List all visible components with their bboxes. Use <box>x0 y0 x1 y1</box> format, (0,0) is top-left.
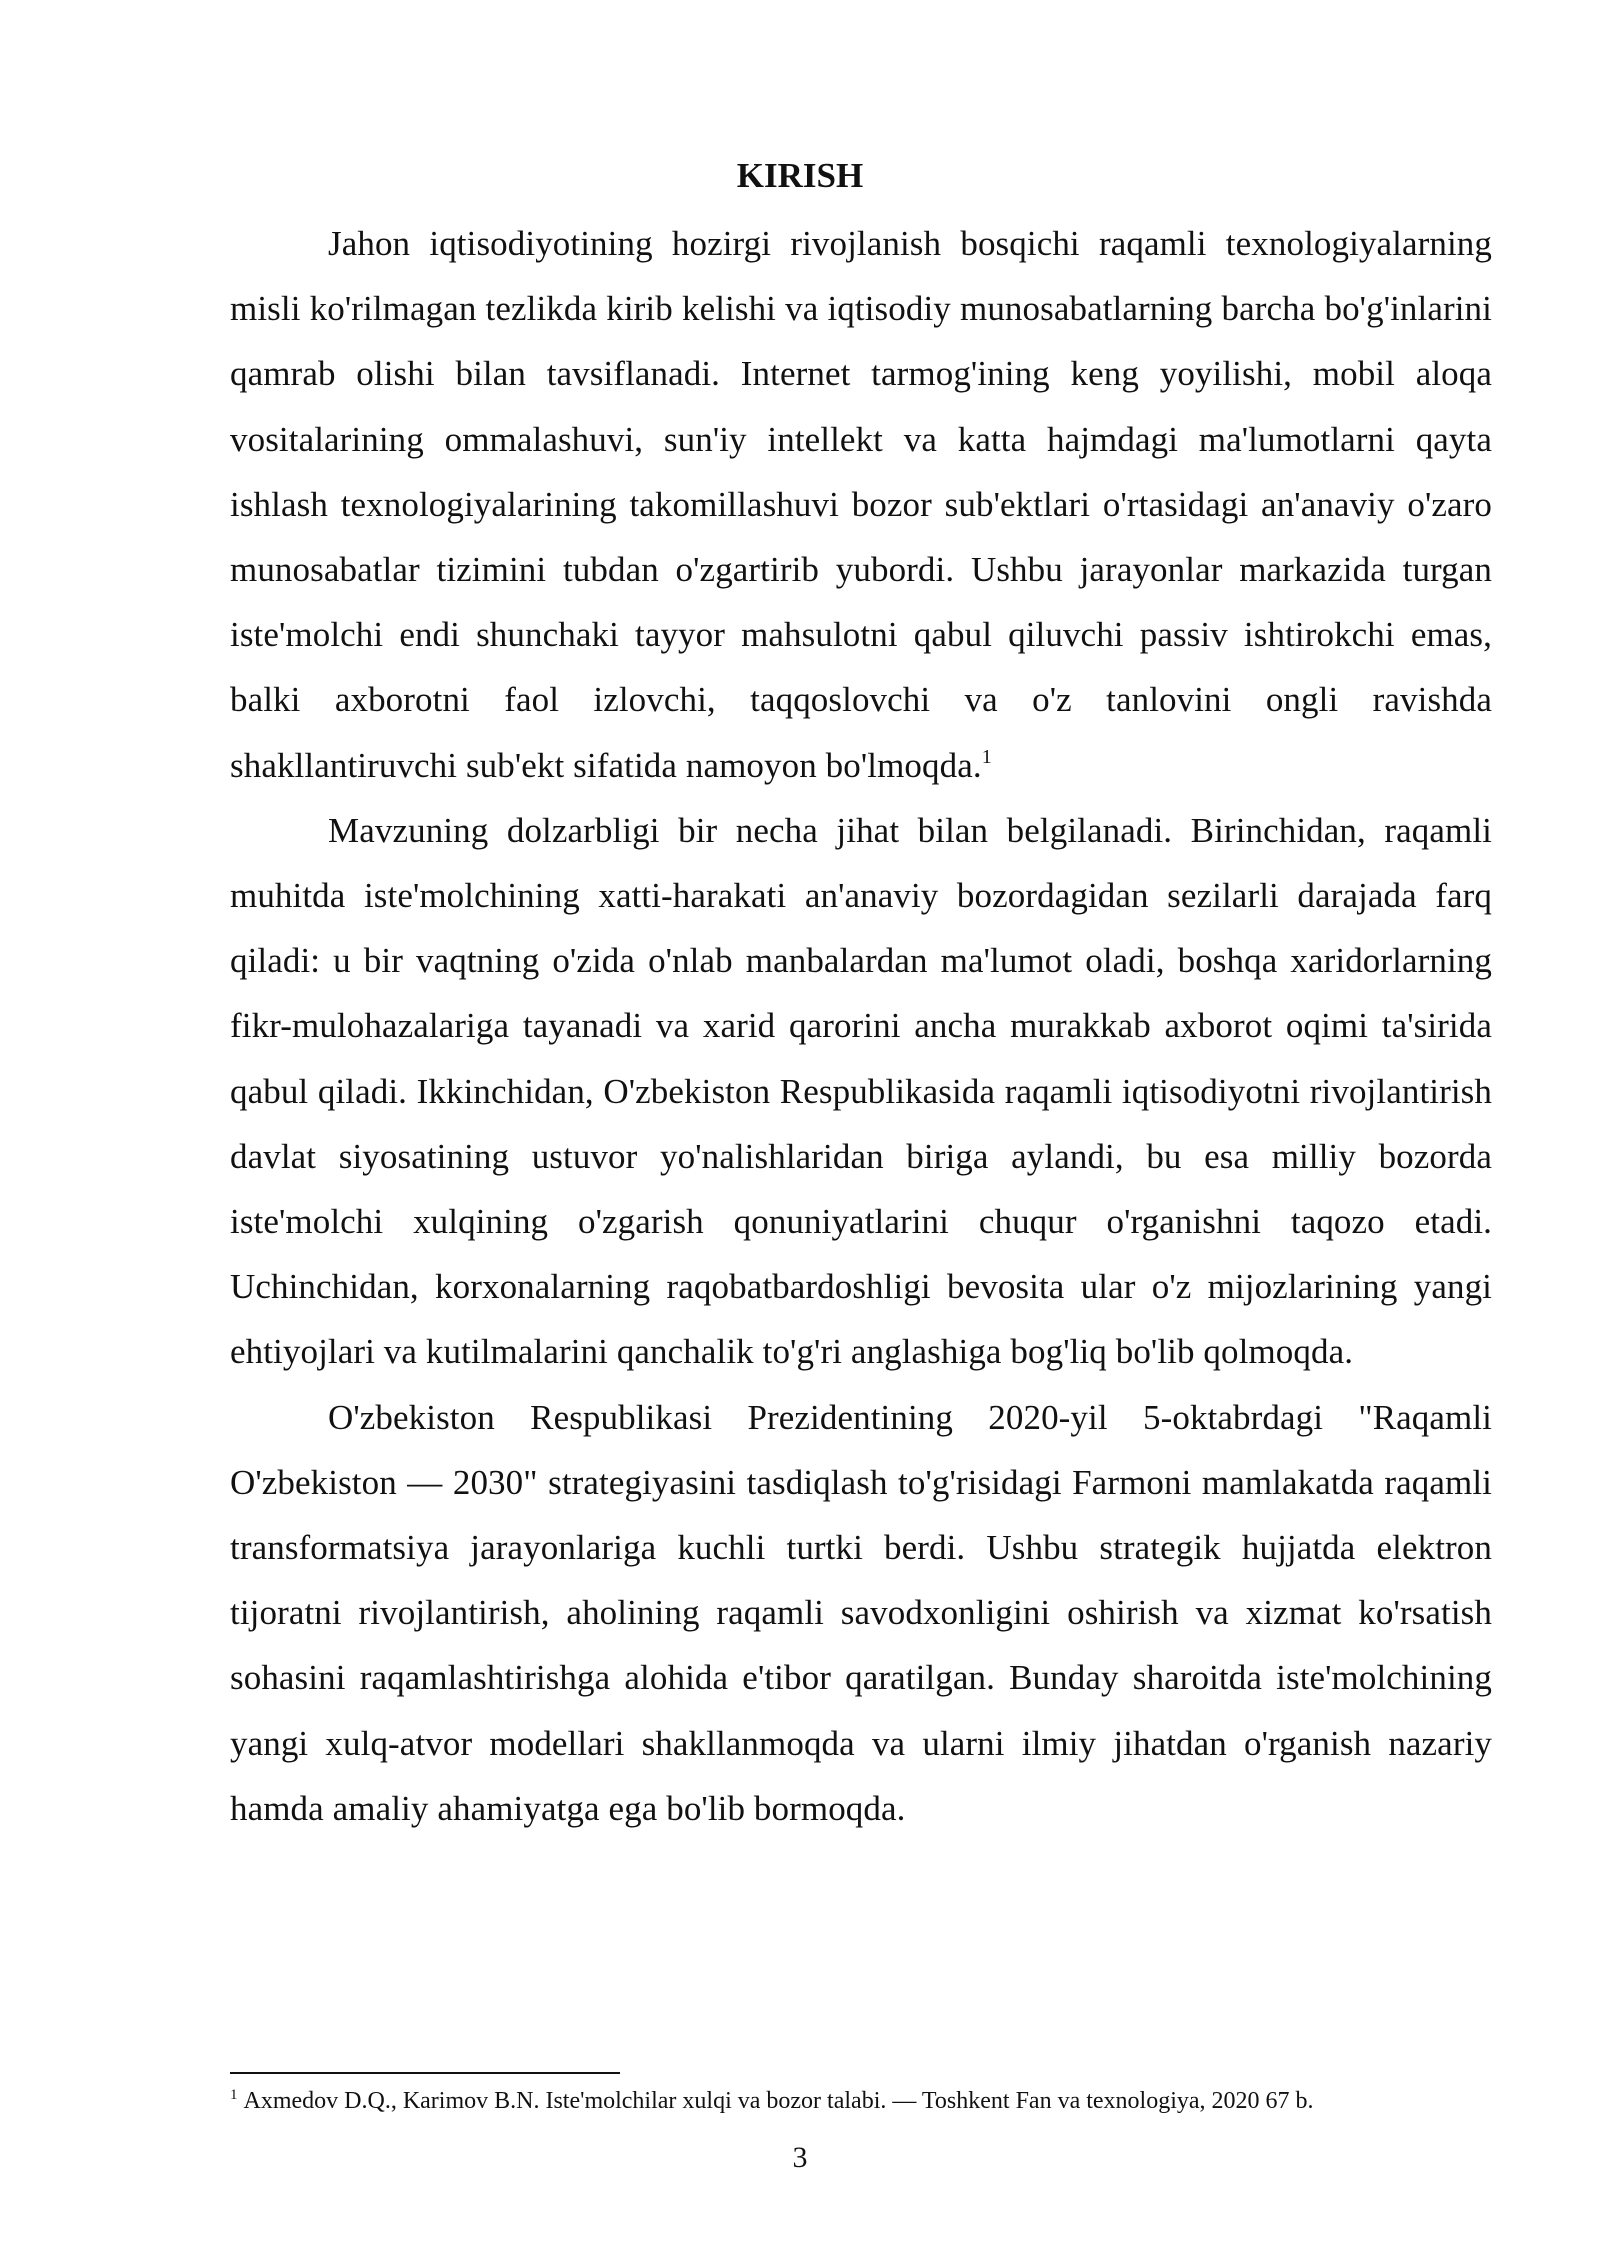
paragraph-strategy-text: O'zbekiston Respublikasi Prezidentining 2020-yil 5-oktabrdagi "Raqamli O'zbekiston — 2030" strategiyasini tasdiqlash to'g'risidagi Farmoni mamlakatda raqamli transformatsiya jarayonlariga kuchli turtki berdi. Ushbu strategik hujjatda elektron tijoratni rivojlantirish, aholining raqamli savodxonligini oshirish va xizmat ko'rsatish sohasini raqamlashtirishga alohida e'tibor qaratilgan. Bunday sharoitda iste'molchining yangi xulq-atvor modellari shakllanmoqda va ularni ilmiy jihatdan o'rganish nazariy hamda amaliy ahamiyatga ega bo'lib bormoqda. <box>230 1397 1492 1828</box>
paragraph-relevance-text: Mavzuning dolzarbligi bir necha jihat bilan belgilanadi. Birinchidan, raqamli muhitda iste'molchining xatti-harakati an'anaviy bozordagidan sezilarli darajada farq qiladi: u bir vaqtning o'zida o'nlab manbalardan ma'lumot oladi, boshqa xaridorlarning fikr-mulohazalariga tayanadi va xarid qarorini ancha murakkab axborot oqimi ta'sirida qabul qiladi. Ikkinchidan, O'zbekiston Respublikasida raqamli iqtisodiyotni rivojlantirish davlat siyosatining ustuvor yo'nalishlaridan biriga aylandi, bu esa milliy bozorda iste'molchi xulqining o'zgarish qonuniyatlarini chuqur o'rganishni taqozo etadi. Uchinchidan, korxonalarning raqobatbardoshligi bevosita ular o'z mijozlarining yangi ehtiyojlari va kutilmalarini qanchalik to'g'ri anglashiga bog'liq bo'lib qolmoqda. <box>230 810 1492 1372</box>
page-heading: KIRISH <box>736 156 864 195</box>
footnote-text: Axmedov D.Q., Karimov B.N. Iste'molchilar xulqi va bozor talabi. — Toshkent Fan va texnologiya, 2020 67 b. <box>243 2088 1314 2114</box>
page-number: 3 <box>792 2141 808 2174</box>
body-text <box>230 211 1492 1841</box>
footnote <box>230 2084 1530 2118</box>
footnote-reference[interactable]: 1 <box>981 745 992 768</box>
paragraph-intro <box>230 211 1492 798</box>
footnote-mark: 1 <box>230 2087 238 2103</box>
footnote-separator <box>230 2072 620 2074</box>
paragraph-relevance <box>230 798 1492 1385</box>
paragraph-intro-text: Jahon iqtisodiyotining hozirgi rivojlanish bosqichi raqamli texnologiyalarning misli ko'rilmagan tezlikda kirib kelishi va iqtisodiy munosabatlarning barcha bo'g'inlarini qamrab olishi bilan tavsiflanadi. Internet tarmog'ining keng yoyilishi, mobil aloqa vositalarining ommalashuvi, sun'iy intellekt va katta hajmdagi ma'lumotlarni qayta ishlash texnologiyalarining takomillashuvi bozor sub'ektlari o'rtasidagi an'anaviy o'zaro munosabatlar tizimini tubdan o'zgartirib yubordi. Ushbu jarayonlar markazida turgan iste'molchi endi shunchaki tayyor mahsulotni qabul qiluvchi passiv ishtirokchi emas, balki axborotni faol izlovchi, taqqoslovchi va o'z tanlovini ongli ravishda shakllantiruvchi sub'ekt sifatida namoyon bo'lmoqda. <box>230 224 1492 785</box>
paragraph-strategy <box>230 1385 1492 1841</box>
